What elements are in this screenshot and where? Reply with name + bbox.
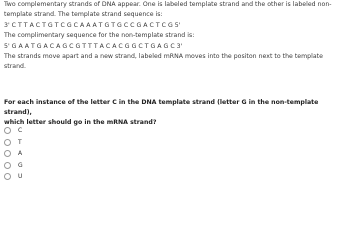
radio-button[interactable] [4,127,11,134]
question-line-1: For each instance of the letter C in the DNA template strand (letter G in the non-template strand), [4,99,319,116]
answer-options [4,125,124,183]
option-c[interactable] [4,125,124,137]
option-label: A [18,150,23,158]
question-line-2: which letter should go in the mRNA strand? [4,119,157,126]
option-u[interactable] [4,171,124,183]
passage-line-7: strand. [4,63,26,71]
radio-button[interactable] [4,173,11,180]
passage-line-2: template strand. The template strand sequence is: [4,11,163,19]
passage-line-4: The complimentary sequence for the non-template strand is: [4,32,195,40]
radio-button[interactable] [4,150,11,157]
passage [4,0,346,73]
template-sequence: 3' C T T A C T G T C G C A A A T G T G C C G A C T C G 5' [4,21,181,29]
question-prompt [4,98,344,128]
radio-button[interactable] [4,139,11,146]
option-label: C [18,127,23,135]
option-g[interactable] [4,160,124,172]
option-a[interactable] [4,148,124,160]
option-label: G [18,161,23,169]
non-template-sequence: 5' G A A T G A C A G C G T T T A C A C G G C T G A G C 3' [4,42,183,50]
passage-line-1: Two complementary strands of DNA appear. One is labeled template strand and the other is labeled non- [4,1,332,8]
option-label: T [18,138,22,146]
radio-button[interactable] [4,162,11,169]
passage-line-6: The strands move apart and a new strand, labeled mRNA moves into the positon next to the template [4,53,323,61]
option-t[interactable] [4,137,124,149]
option-label: U [18,173,23,181]
